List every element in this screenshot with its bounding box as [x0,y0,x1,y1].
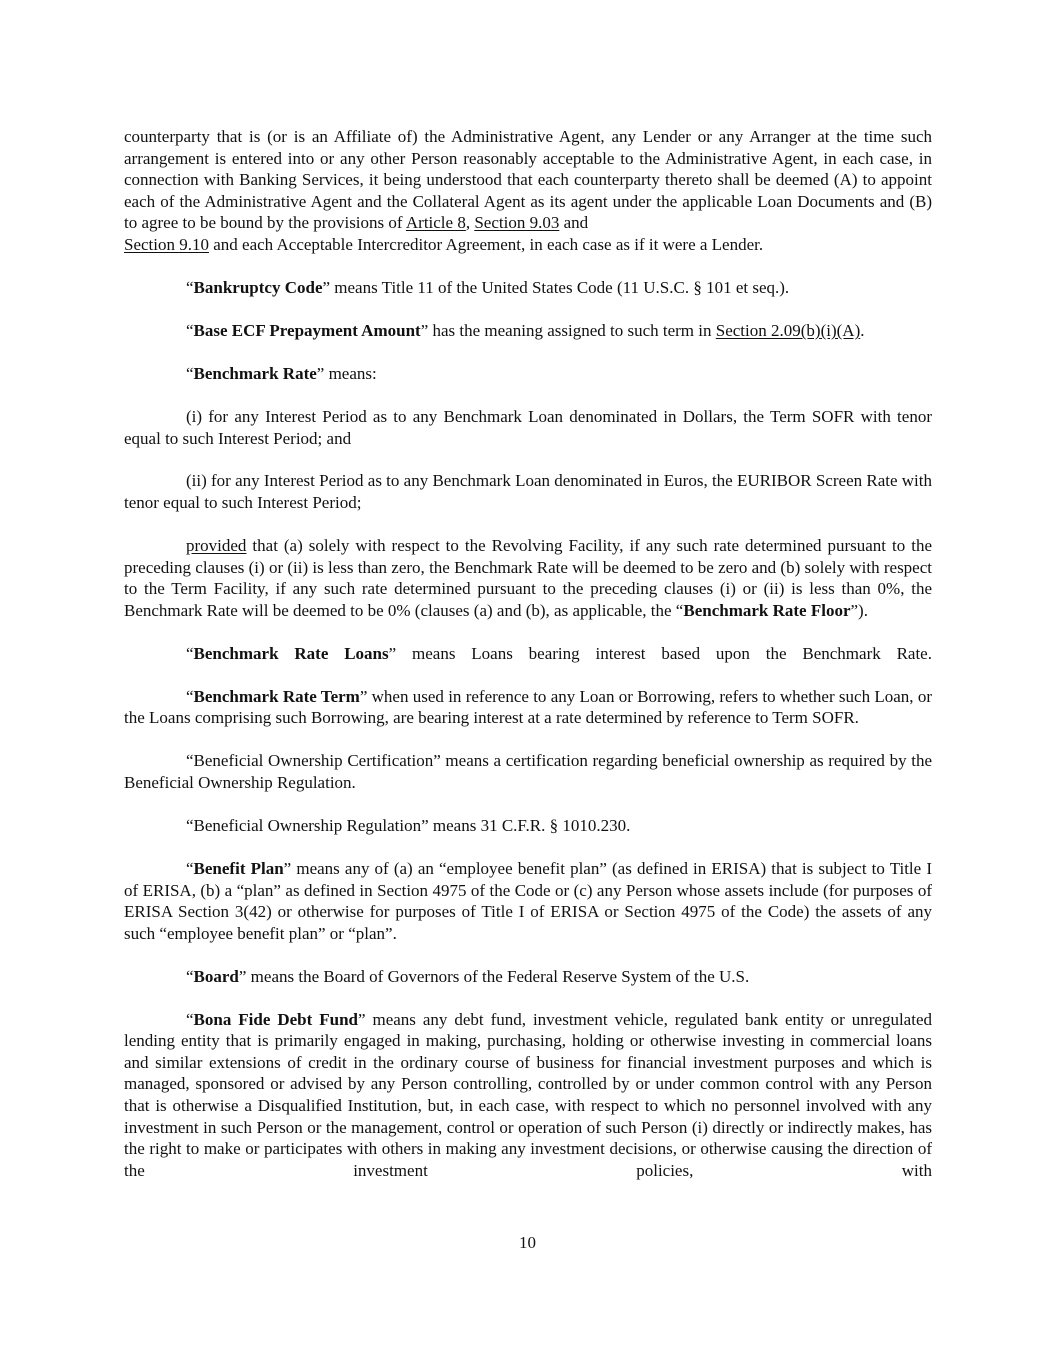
benchmark-rate-clause-ii: (ii) for any Interest Period as to any Benchmark Loan denominated in Euros, the EURIBOR Screen Rate with tenor equal to such Interest Period; [124,471,932,513]
section-2-09-link[interactable]: Section 2.09(b)(i)(A) [715,320,861,340]
page-body [124,126,932,1203]
article-8-link[interactable]: Article 8 [405,213,466,233]
defined-term: Bankruptcy Code [193,277,323,297]
defined-term: Board [193,966,239,986]
defined-term: Benchmark Rate Loans [193,643,389,663]
benchmark-rate-clause-i: (i) for any Interest Period as to any Benchmark Loan denominated in Dollars, the Term SOFR with tenor equal to such Interest Period; and [124,406,932,448]
defined-term: Benchmark Rate Floor [683,600,851,620]
paragraph-continuation: counterparty that is (or is an Affiliate of) the Administrative Agent, any Lender or any Arranger at the time such arrangement is entered into or any other Person reasonably acceptable to the Administrative Agent, in each case, in connection with Banking Services, it being understood that each counterparty thereto shall be deemed (A) to appoint each of the Administrative Agent and the Collateral Agent as its agent under the applicable Loan Documents and (B) to agree to be bound by the provisions of Article 8, Section 9.03 and Section 9.10 and each Acceptable Intercreditor Agreement, in each case as if it were a Lender. [124,127,932,254]
section-9-10-link[interactable]: Section 9.10 [124,234,209,254]
proviso-word: provided [186,536,247,556]
defined-term: Base ECF Prepayment Amount [193,320,421,340]
page-number: 10 [519,1233,536,1252]
benchmark-rate-proviso: provided that (a) solely with respect to the Revolving Facility, if any such rate determined pursuant to the preceding clauses (i) or (ii) is less than zero, the Benchmark Rate will be deemed to be zero and (b) solely with respect to the Term Facility, if any such rate determined pursuant to the preceding clauses (i) or (ii) is less than 0%, the Benchmark Rate will be deemed to be 0% (clauses (a) and (b), as applicable, the “Benchmark Rate Floor”). [124,536,932,620]
defined-term: Benchmark Rate [193,363,317,383]
definition-beneficial-ownership-regulation: “Beneficial Ownership Regulation” means 31 C.F.R. § 1010.230. [186,815,631,835]
defined-term: Bona Fide Debt Fund [193,1009,358,1029]
definition-board: “Board” means the Board of Governors of the Federal Reserve System of the U.S. [186,966,750,986]
definition-benchmark-rate-term: “Benchmark Rate Term” when used in reference to any Loan or Borrowing, refers to whether such Loan, or the Loans comprising such Borrowing, are bearing interest at a rate determined by reference to Term SOFR. [124,686,932,728]
definition-benchmark-rate: “Benchmark Rate” means: [186,363,377,383]
definition-bankruptcy-code: “Bankruptcy Code” means Title 11 of the United States Code (11 U.S.C. § 101 et seq.). [186,277,790,297]
defined-term: Benefit Plan [193,858,284,878]
definition-beneficial-ownership-certification: “Beneficial Ownership Certification” means a certification regarding beneficial ownership as required by the Beneficial Ownership Regulation. [124,751,932,792]
section-9-03-link[interactable]: Section 9.03 [474,213,560,233]
definition-base-ecf-prepayment-amount: “Base ECF Prepayment Amount” has the meaning assigned to such term in Section 2.09(b)(i)(A). [186,320,865,340]
definition-benefit-plan: “Benefit Plan” means any of (a) an “employee benefit plan” (as defined in ERISA) that is subject to Title I of ERISA, (b) a “plan” as defined in Section 4975 of the Code or (c) any Person whose assets include (for purposes of ERISA Section 3(42) or otherwise for purposes of Title I of ERISA or Section 4975 of the Code) the assets of any such “employee benefit plan” or “plan”. [124,858,932,943]
definition-bona-fide-debt-fund: “Bona Fide Debt Fund” means any debt fund, investment vehicle, regulated bank entity or unregulated lending entity that is primarily engaged in making, purchasing, holding or otherwise investing in commercial loans and similar extensions of credit in the ordinary course of business for financial investment purposes and which is managed, sponsored or advised by any Person controlling, controlled by or under common control with any Person that is otherwise a Disqualified Institution, but, in each case, with respect to which no personnel involved with any investment in such Person or the management, control or operation of such Person (i) directly or indirectly makes, has the right to make or participates with others in making any investment decisions, or otherwise causing the direction of the investment policies, with [124,1009,933,1180]
definition-benchmark-rate-loans: “Benchmark Rate Loans” means Loans bearing interest based upon the Benchmark Rate. [186,643,932,663]
defined-term: Benchmark Rate Term [193,686,360,706]
